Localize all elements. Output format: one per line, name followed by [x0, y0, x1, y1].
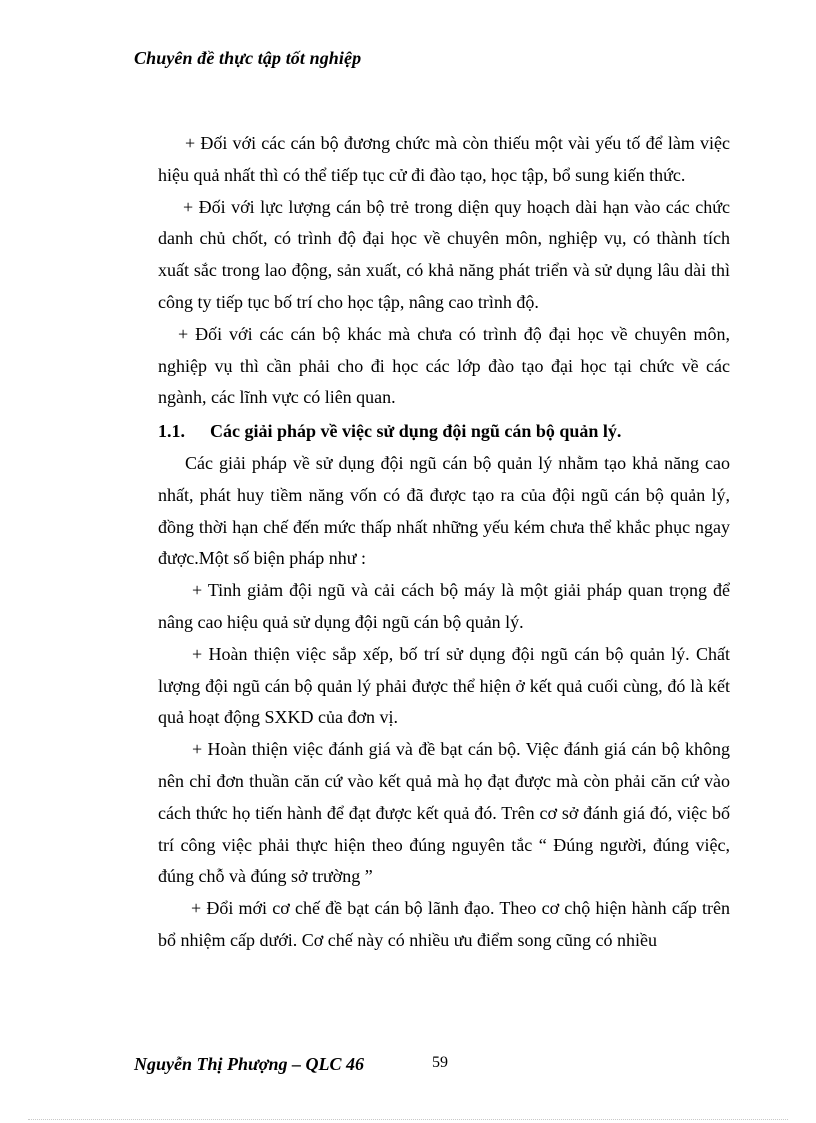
section-heading — [158, 416, 730, 448]
footer-author: Nguyễn Thị Phượng – QLC 46 — [134, 1054, 364, 1074]
paragraph-arrangement: + Hoàn thiện việc sắp xếp, bố trí sử dụng đội ngũ cán bộ quản lý. Chất lượng đội ngũ cán bộ quản lý phải được thể hiện ở kết quả cuối cùng, đó là kết quả hoạt động SXKD của đơn vị. — [158, 643, 730, 728]
paragraph-other-staff: + Đối với các cán bộ khác mà chưa có trình độ đại học về chuyên môn, nghiệp vụ thì cần phải cho đi học các lớp đào tạo đại học tại chức về các ngành, các lĩnh vực có liên quan. — [158, 323, 730, 408]
document-body — [158, 128, 730, 957]
page-footer — [134, 1054, 448, 1075]
section-title: Các giải pháp về việc sử dụng đội ngũ cán bộ quản lý. — [210, 421, 622, 442]
page-bottom-divider — [28, 1119, 788, 1120]
paragraph-promotion: + Đổi mới cơ chế đề bạt cán bộ lãnh đạo. Theo cơ chộ hiện hành cấp trên bổ nhiệm cấp dưới. Cơ chế này có nhiều ưu điểm song cũng có nhiều — [158, 898, 730, 950]
paragraph-evaluation: + Hoàn thiện việc đánh giá và đề bạt cán bộ. Việc đánh giá cán bộ không nên chỉ đơn thuần căn cứ vào kết quả mà họ đạt được mà còn phải căn cứ vào cách thức họ tiến hành để đạt được kết quả đó. Trên cơ sở đánh giá đó, việc bố trí công việc phải thực hiện theo đúng nguyên tắc “ Đúng người, đúng việc, đúng chỗ và đúng sở trường ” — [158, 739, 730, 887]
page-header-title: Chuyên đề thực tập tốt nghiệp — [134, 48, 362, 68]
section-number: 1.1. — [158, 421, 185, 442]
paragraph-young-staff: + Đối với lực lượng cán bộ trẻ trong diện quy hoạch dài hạn vào các chức danh chủ chốt, có trình độ đại học về chuyên môn, nghiệp vụ, có thành tích xuất sắc trong lao động, sản xuất, có khả năng phát triển và sử dụng lâu dài thì công ty tiếp tục bố trí cho học tập, nâng cao trình độ. — [158, 196, 730, 312]
paragraph-streamline: + Tinh giảm đội ngũ và cải cách bộ máy là một giải pháp quan trọng để nâng cao hiệu quả sử dụng đội ngũ cán bộ quản lý. — [158, 580, 730, 632]
paragraph-incumbent-staff: + Đối với các cán bộ đương chức mà còn thiếu một vài yếu tố để làm việc hiệu quả nhất thì có thể tiếp tục cử đi đào tạo, học tập, bổ sung kiến thức. — [158, 133, 730, 185]
paragraph-section-intro: Các giải pháp về sử dụng đội ngũ cán bộ quản lý nhằm tạo khả năng cao nhất, phát huy tiềm năng vốn có đã được tạo ra của đội ngũ cán bộ quản lý, đồng thời hạn chế đến mức thấp nhất những yếu kém chưa thể khắc phục ngay được.Một số biện pháp như : — [158, 452, 730, 569]
page-number: 59 — [432, 1054, 448, 1071]
